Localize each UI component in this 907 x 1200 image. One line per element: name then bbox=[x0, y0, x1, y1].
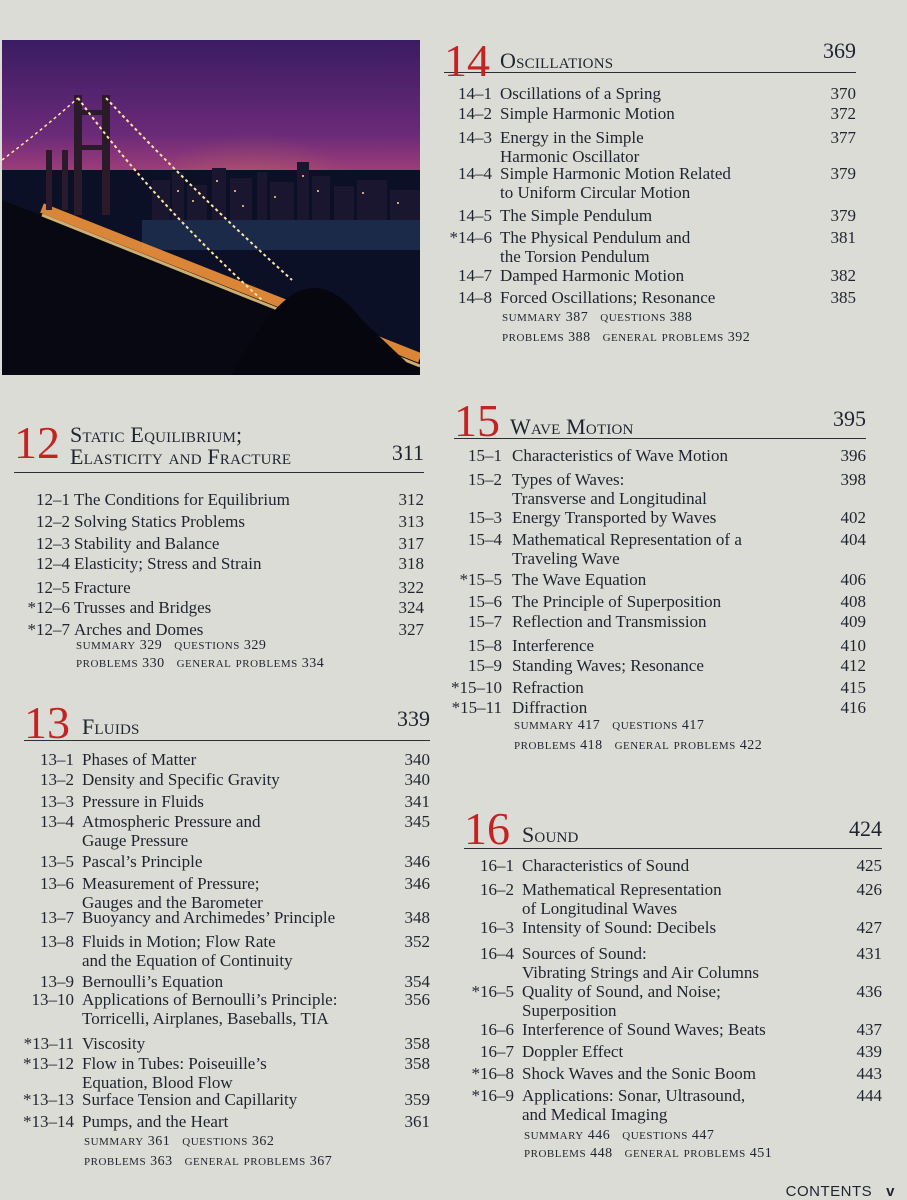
section-title: Viscosity bbox=[82, 1034, 146, 1053]
section-title: Bernoulli’s Equation bbox=[82, 972, 224, 991]
problems-label: problems bbox=[524, 1145, 587, 1161]
section-page-number: 313 bbox=[398, 512, 424, 531]
section-page-number: 348 bbox=[404, 908, 430, 927]
footer-page-number: v bbox=[886, 1183, 895, 1200]
section-page-number: 340 bbox=[404, 770, 430, 789]
general-problems-page: 367 bbox=[309, 1154, 333, 1169]
section-page-number: 341 bbox=[404, 792, 430, 811]
chapter-title: Oscillations bbox=[500, 48, 614, 73]
problems-page: 448 bbox=[590, 1146, 613, 1161]
section-number: 15–1 bbox=[468, 446, 502, 465]
section-title: Forced Oscillations; Resonance bbox=[500, 288, 716, 307]
section-number: 13–1 bbox=[40, 750, 74, 769]
section-page-number: 431 bbox=[856, 944, 882, 963]
section-number: 14–3 bbox=[458, 128, 492, 147]
section-title: Simple Harmonic Motion bbox=[500, 104, 675, 123]
section-page-number: 415 bbox=[840, 678, 866, 697]
chapter-header bbox=[464, 803, 882, 854]
section-page-number: 340 bbox=[404, 750, 430, 769]
questions-label: questions bbox=[174, 637, 240, 653]
section-page-number: 379 bbox=[830, 164, 856, 183]
section-title: Characteristics of Sound bbox=[522, 856, 690, 875]
problems-label: problems bbox=[514, 737, 577, 753]
problems-page: 330 bbox=[142, 656, 165, 671]
section-page-number: 408 bbox=[840, 592, 866, 611]
general-problems-page: 422 bbox=[739, 738, 763, 753]
section-number: *13–12 bbox=[23, 1054, 74, 1073]
questions-label: questions bbox=[612, 717, 678, 733]
chapter-header bbox=[454, 395, 866, 446]
section-page-number: 406 bbox=[840, 570, 866, 589]
section-title: Phases of Matter bbox=[82, 750, 197, 769]
chapter-number: 13 bbox=[24, 697, 70, 748]
section-title: Arches and Domes bbox=[74, 620, 204, 639]
problems-label: problems bbox=[502, 329, 565, 345]
section-title: The Wave Equation bbox=[512, 570, 647, 589]
section-page-number: 372 bbox=[830, 104, 856, 123]
chapter-title: Fluids bbox=[82, 714, 140, 739]
chapter-page-number: 395 bbox=[833, 406, 866, 431]
section-page-number: 346 bbox=[404, 852, 430, 871]
section-number: 12–3 bbox=[36, 534, 70, 553]
summary-label: summary bbox=[524, 1127, 584, 1143]
section-number: 13–4 bbox=[40, 812, 74, 831]
section-title: Density and Specific Gravity bbox=[82, 770, 280, 789]
section-page-number: 402 bbox=[840, 508, 866, 527]
section-number: 16–7 bbox=[480, 1042, 514, 1061]
section-page-number: 361 bbox=[404, 1112, 430, 1131]
section-number: *16–5 bbox=[471, 982, 514, 1001]
section-number: *12–7 bbox=[27, 620, 70, 639]
chapter-page-number: 311 bbox=[391, 440, 424, 465]
section-number: *13–14 bbox=[23, 1112, 74, 1131]
section-page-number: 443 bbox=[856, 1064, 882, 1083]
section-title: Standing Waves; Resonance bbox=[512, 656, 704, 675]
chapter-page-number: 424 bbox=[849, 816, 882, 841]
section-page-number: 398 bbox=[840, 470, 866, 489]
section-number: *16–8 bbox=[471, 1064, 514, 1083]
section-title: Mathematical Representation of a Traveling Wave bbox=[512, 530, 742, 568]
chapter-title-line2: Elasticity and Fracture bbox=[70, 444, 292, 469]
section-number: 12–5 bbox=[36, 578, 70, 597]
section-page-number: 359 bbox=[404, 1090, 430, 1109]
section-number: 16–4 bbox=[480, 944, 514, 963]
summary-label: summary bbox=[84, 1133, 144, 1149]
section-title: Fracture bbox=[74, 578, 131, 597]
section-number: 15–9 bbox=[468, 656, 502, 675]
problems-page: 418 bbox=[580, 738, 603, 753]
summary-page: 417 bbox=[577, 718, 601, 733]
general-problems-label: general problems bbox=[602, 329, 724, 345]
section-number: 15–7 bbox=[468, 612, 502, 631]
questions-label: questions bbox=[622, 1127, 688, 1143]
section-page-number: 354 bbox=[404, 972, 430, 991]
problems-label: problems bbox=[76, 655, 139, 671]
footer-label: CONTENTS bbox=[785, 1183, 873, 1200]
problems-line bbox=[502, 328, 750, 347]
section-title: Types of Waves: Transverse and Longitudinal bbox=[512, 470, 707, 508]
chapter-title: Sound bbox=[522, 822, 579, 847]
section-number: *14–6 bbox=[449, 228, 492, 247]
chapter-header bbox=[444, 34, 856, 86]
summary-questions-line bbox=[84, 1132, 274, 1151]
questions-page: 329 bbox=[243, 638, 267, 653]
section-page-number: 356 bbox=[404, 990, 430, 1009]
section-page-number: 409 bbox=[840, 612, 866, 631]
general-problems-label: general problems bbox=[184, 1153, 306, 1169]
section-title: Diffraction bbox=[512, 698, 588, 717]
section-number: 14–8 bbox=[458, 288, 492, 307]
section-title: Mathematical Representation of Longitudinal Waves bbox=[522, 880, 722, 918]
summary-questions-line bbox=[502, 308, 692, 327]
chapter-number: 16 bbox=[464, 803, 510, 854]
section-number: 16–3 bbox=[480, 918, 514, 937]
chapter-header bbox=[14, 417, 424, 473]
section-number: 14–4 bbox=[458, 164, 492, 183]
section-page-number: 352 bbox=[404, 932, 430, 951]
section-page-number: 439 bbox=[856, 1042, 882, 1061]
summary-page: 387 bbox=[565, 310, 589, 325]
section-title: Stability and Balance bbox=[74, 534, 220, 553]
section-number: 13–7 bbox=[40, 908, 74, 927]
section-title: Interference of Sound Waves; Beats bbox=[522, 1020, 766, 1039]
section-number: 15–8 bbox=[468, 636, 502, 655]
section-title: Trusses and Bridges bbox=[74, 598, 212, 617]
section-title: Reflection and Transmission bbox=[512, 612, 707, 631]
bridge-city-night-photo bbox=[2, 40, 420, 375]
section-title: Oscillations of a Spring bbox=[500, 84, 662, 103]
section-page-number: 322 bbox=[398, 578, 424, 597]
section-title: The Simple Pendulum bbox=[500, 206, 653, 225]
section-title: Flow in Tubes: Poiseuille’s Equation, Blood Flow bbox=[82, 1054, 267, 1092]
section-page-number: 437 bbox=[856, 1020, 882, 1039]
section-page-number: 427 bbox=[856, 918, 882, 937]
chapter-title: Wave Motion bbox=[510, 414, 634, 439]
section-page-number: 379 bbox=[830, 206, 856, 225]
section-title: Interference bbox=[512, 636, 595, 655]
section-page-number: 358 bbox=[404, 1054, 430, 1073]
section-page-number: 385 bbox=[830, 288, 856, 307]
bridge-illustration bbox=[2, 40, 420, 375]
section-page-number: 318 bbox=[398, 554, 424, 573]
page-footer bbox=[786, 1183, 895, 1200]
section-number: *16–9 bbox=[471, 1086, 514, 1105]
section-number: 13–10 bbox=[31, 990, 74, 1009]
section-number: 13–3 bbox=[40, 792, 74, 811]
section-number: 16–2 bbox=[480, 880, 514, 899]
section-number: 13–5 bbox=[40, 852, 74, 871]
section-page-number: 412 bbox=[840, 656, 866, 675]
problems-page: 388 bbox=[568, 330, 591, 345]
chapter-page-number: 369 bbox=[823, 38, 856, 63]
section-title: Doppler Effect bbox=[522, 1042, 624, 1061]
section-page-number: 410 bbox=[840, 636, 866, 655]
section-number: *15–5 bbox=[459, 570, 502, 589]
section-number: *13–11 bbox=[23, 1034, 74, 1053]
questions-page: 447 bbox=[691, 1128, 715, 1143]
section-title: Measurement of Pressure; Gauges and the Barometer bbox=[82, 874, 263, 912]
summary-page: 329 bbox=[139, 638, 163, 653]
summary-label: summary bbox=[502, 309, 562, 325]
section-title: The Conditions for Equilibrium bbox=[74, 490, 290, 509]
section-number: *12–6 bbox=[27, 598, 70, 617]
section-page-number: 324 bbox=[398, 598, 424, 617]
section-number: *13–13 bbox=[23, 1090, 74, 1109]
problems-line bbox=[76, 654, 324, 673]
section-title: Sources of Sound: Vibrating Strings and Air Columns bbox=[522, 944, 759, 982]
section-page-number: 327 bbox=[398, 620, 424, 639]
section-title: Solving Statics Problems bbox=[74, 512, 245, 531]
section-title: Simple Harmonic Motion Related to Uniform Circular Motion bbox=[500, 164, 731, 202]
section-page-number: 381 bbox=[830, 228, 856, 247]
questions-page: 388 bbox=[669, 310, 693, 325]
general-problems-label: general problems bbox=[614, 737, 736, 753]
section-title: Applications: Sonar, Ultrasound, and Medical Imaging bbox=[522, 1086, 746, 1124]
section-number: 14–5 bbox=[458, 206, 492, 225]
section-number: *15–10 bbox=[451, 678, 502, 697]
section-number: 16–6 bbox=[480, 1020, 514, 1039]
section-page-number: 444 bbox=[856, 1086, 882, 1105]
section-title: The Principle of Superposition bbox=[512, 592, 722, 611]
questions-label: questions bbox=[182, 1133, 248, 1149]
section-number: 13–9 bbox=[40, 972, 74, 991]
section-page-number: 346 bbox=[404, 874, 430, 893]
section-number: 13–8 bbox=[40, 932, 74, 951]
section-page-number: 436 bbox=[856, 982, 882, 1001]
section-number: 16–1 bbox=[480, 856, 514, 875]
section-title: Energy Transported by Waves bbox=[512, 508, 717, 527]
general-problems-label: general problems bbox=[624, 1145, 746, 1161]
section-number: 12–4 bbox=[36, 554, 70, 573]
general-problems-label: general problems bbox=[176, 655, 298, 671]
summary-questions-line bbox=[524, 1126, 714, 1145]
section-page-number: 426 bbox=[856, 880, 882, 899]
general-problems-page: 451 bbox=[749, 1146, 773, 1161]
section-number: 15–6 bbox=[468, 592, 502, 611]
section-number: 14–2 bbox=[458, 104, 492, 123]
section-page-number: 377 bbox=[830, 128, 856, 147]
summary-page: 446 bbox=[587, 1128, 611, 1143]
summary-questions-line bbox=[76, 636, 266, 655]
section-title: Fluids in Motion; Flow Rate and the Equation of Continuity bbox=[82, 932, 293, 970]
chapter-number: 15 bbox=[454, 395, 500, 446]
section-page-number: 358 bbox=[404, 1034, 430, 1053]
section-title: Elasticity; Stress and Strain bbox=[74, 554, 262, 573]
problems-line bbox=[524, 1144, 772, 1163]
chapter-number: 12 bbox=[14, 417, 60, 468]
section-title: Energy in the Simple Harmonic Oscillator bbox=[500, 128, 644, 166]
general-problems-page: 392 bbox=[727, 330, 751, 345]
section-number: *15–11 bbox=[451, 698, 502, 717]
section-title: Surface Tension and Capillarity bbox=[82, 1090, 298, 1109]
problems-label: problems bbox=[84, 1153, 147, 1169]
section-page-number: 382 bbox=[830, 266, 856, 285]
problems-page: 363 bbox=[150, 1154, 173, 1169]
section-number: 15–2 bbox=[468, 470, 502, 489]
questions-page: 417 bbox=[681, 718, 705, 733]
questions-page: 362 bbox=[251, 1134, 275, 1149]
problems-line bbox=[514, 736, 762, 755]
section-title: Buoyancy and Archimedes’ Principle bbox=[82, 908, 336, 927]
section-page-number: 317 bbox=[398, 534, 424, 553]
section-title: Characteristics of Wave Motion bbox=[512, 446, 728, 465]
section-title: Atmospheric Pressure and Gauge Pressure bbox=[82, 812, 261, 850]
section-page-number: 416 bbox=[840, 698, 866, 717]
section-number: 15–3 bbox=[468, 508, 502, 527]
section-title: Intensity of Sound: Decibels bbox=[522, 918, 717, 937]
questions-label: questions bbox=[600, 309, 666, 325]
section-number: 14–7 bbox=[458, 266, 492, 285]
section-title: Refraction bbox=[512, 678, 584, 697]
summary-page: 361 bbox=[147, 1134, 171, 1149]
section-title: Shock Waves and the Sonic Boom bbox=[522, 1064, 756, 1083]
summary-label: summary bbox=[514, 717, 574, 733]
section-page-number: 396 bbox=[840, 446, 866, 465]
section-number: 14–1 bbox=[458, 84, 492, 103]
section-page-number: 345 bbox=[404, 812, 430, 831]
section-title: Damped Harmonic Motion bbox=[500, 266, 685, 285]
section-page-number: 425 bbox=[856, 856, 882, 875]
section-page-number: 370 bbox=[830, 84, 856, 103]
section-title: Pressure in Fluids bbox=[82, 792, 204, 811]
section-page-number: 312 bbox=[398, 490, 424, 509]
section-number: 12–1 bbox=[36, 490, 70, 509]
summary-label: summary bbox=[76, 637, 136, 653]
section-title: Pumps, and the Heart bbox=[82, 1112, 229, 1131]
general-problems-page: 334 bbox=[301, 656, 325, 671]
section-number: 13–2 bbox=[40, 770, 74, 789]
section-number: 15–4 bbox=[468, 530, 502, 549]
section-number: 12–2 bbox=[36, 512, 70, 531]
chapter-number: 14 bbox=[444, 35, 490, 86]
section-page-number: 404 bbox=[840, 530, 866, 549]
section-title: Applications of Bernoulli’s Principle: Torricelli, Airplanes, Baseballs, TIA bbox=[82, 990, 338, 1028]
summary-questions-line bbox=[514, 716, 704, 735]
chapter-header bbox=[24, 697, 430, 748]
section-title: Pascal’s Principle bbox=[82, 852, 203, 871]
chapter-page-number: 339 bbox=[397, 706, 430, 731]
chapter-title: Static Equilibrium; bbox=[70, 422, 243, 447]
section-number: 13–6 bbox=[40, 874, 74, 893]
problems-line bbox=[84, 1152, 332, 1171]
section-title: The Physical Pendulum and the Torsion Pendulum bbox=[500, 228, 691, 266]
section-title: Quality of Sound, and Noise; Superposition bbox=[522, 982, 721, 1020]
